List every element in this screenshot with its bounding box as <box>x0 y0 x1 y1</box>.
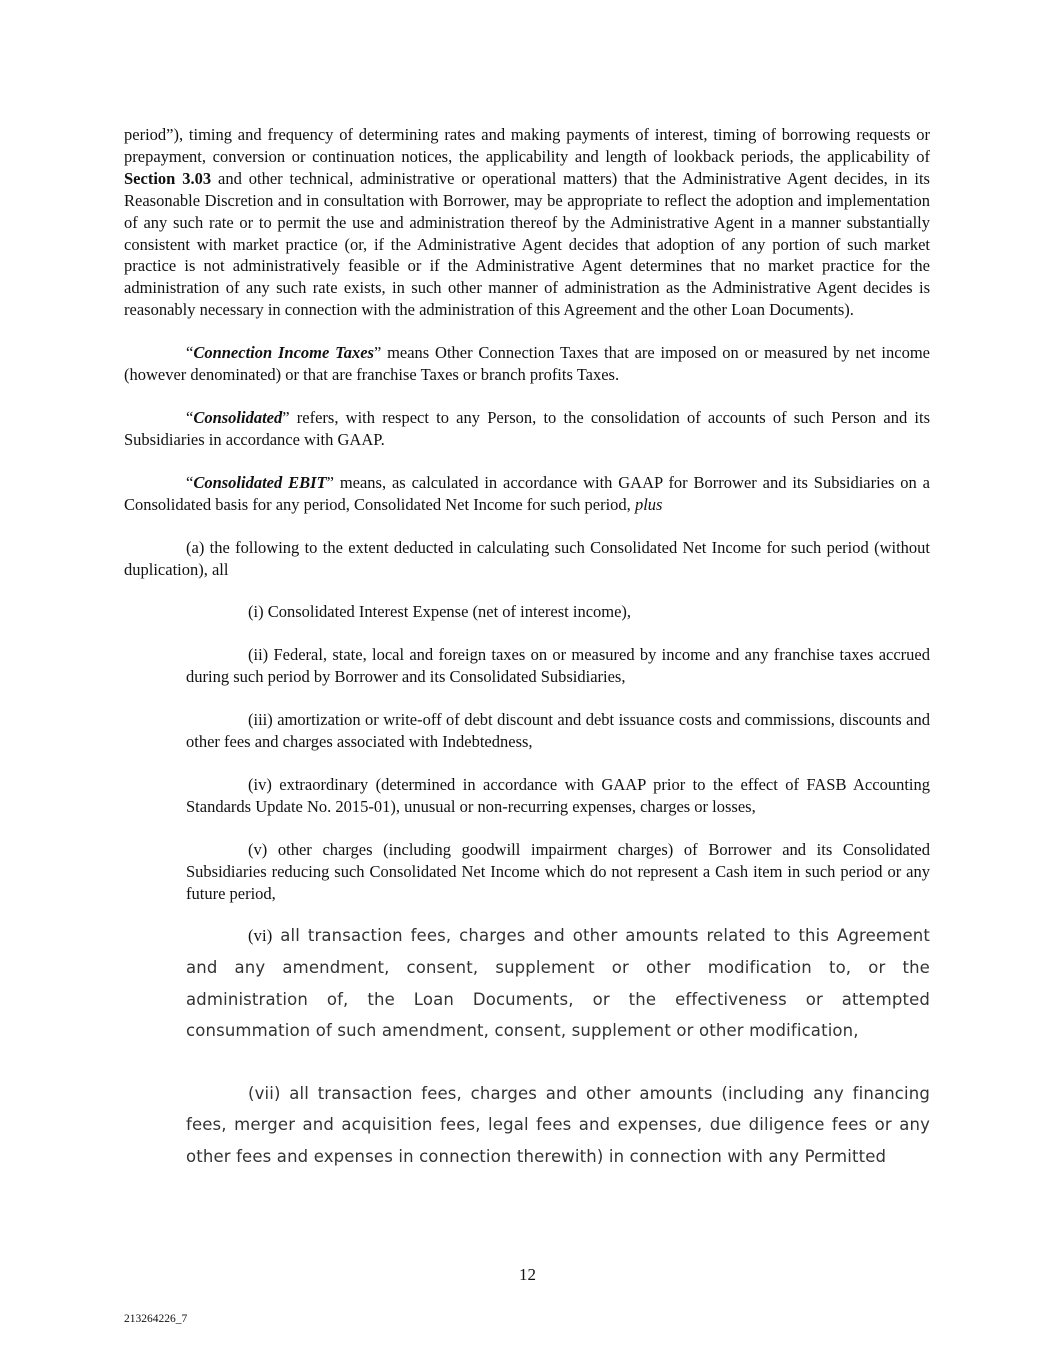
defined-term: Connection Income Taxes <box>193 343 374 363</box>
definition-consolidated-ebit: “Consolidated EBIT” means, as calculated in accordance with GAAP for Borrower and its Subsidiaries on a Consolidated basis for any period, Consolidated Net Income for such period, plus <box>124 472 930 514</box>
document-id: 213264226_7 <box>124 1313 188 1325</box>
plus-word: plus <box>634 494 663 514</box>
item-ii: (ii) Federal, state, local and foreign taxes on or measured by income and any franchise taxes accrued during such period by Borrower and its Consolidated Subsidiaries, <box>186 645 930 687</box>
defined-term: Consolidated EBIT <box>193 472 327 492</box>
paragraph-continuation: period”), timing and frequency of determining rates and making payments of interest, timing of borrowing requests or prepayment, conversion or continuation notices, the applicability and length of lookback periods, the applicability of Section 3.03 and other technical, administrative or operational matters) that the Administrative Agent decides, in its Reasonable Discretion and in consultation with Borrower, may be appropriate to reflect the adoption and implementation of any such rate or to permit the use and administration thereof by the Administrative Agent in a manner substantially consistent with market practice (or, if the Administrative Agent decides that adoption of any portion of such market practice is not administratively feasible or if the Administrative Agent determines that no market practice for the administration of any such rate exists, in such other manner of administration as the Administrative Agent decides is reasonably necessary in connection with the administration of this Agreement and the other Loan Documents). <box>124 125 930 320</box>
definition-connection-income-taxes: “Connection Income Taxes” means Other Connection Taxes that are imposed on or measured by net income (however denominated) or that are franchise Taxes or branch profits Taxes. <box>124 343 930 385</box>
item-v: (v) other charges (including goodwill impairment charges) of Borrower and its Consolidated Subsidiaries reducing such Consolidated Net Income which do not represent a Cash item in such period or any future period, <box>186 839 930 903</box>
item-vi: (vi) all transaction fees, charges and other amounts related to this Agreement and any amendment, consent, supplement or other modification to, or the administration of, the Loan Documents, or the effectiveness or attempted consummation of such amendment, consent, supplement or other modification, <box>186 926 930 1041</box>
document-body <box>124 124 930 1189</box>
item-iv: (iv) extraordinary (determined in accordance with GAAP prior to the effect of FASB Accounting Standards Update No. 2015-01), unusual or non-recurring expenses, charges or losses, <box>186 774 930 816</box>
section-reference: Section 3.03 <box>124 168 212 188</box>
page-number: 12 <box>519 1265 536 1284</box>
definition-consolidated: “Consolidated” refers, with respect to any Person, to the consolidation of accounts of such Person and its Subsidiaries in accordance with GAAP. <box>124 407 930 449</box>
item-i: (i) Consolidated Interest Expense (net of interest income), <box>248 602 632 622</box>
item-vii: (vii) all transaction fees, charges and other amounts (including any financing fees, merger and acquisition fees, legal fees and expenses, due diligence fees or any other fees and expenses in connection therewith) in connection with any Permitted <box>186 1083 930 1167</box>
defined-term: Consolidated <box>193 407 283 427</box>
clause-a: (a) the following to the extent deducted in calculating such Consolidated Net Income for such period (without duplication), all <box>124 537 930 579</box>
item-iii: (iii) amortization or write-off of debt discount and debt issuance costs and commissions, discounts and other fees and charges associated with Indebtedness, <box>186 710 930 752</box>
